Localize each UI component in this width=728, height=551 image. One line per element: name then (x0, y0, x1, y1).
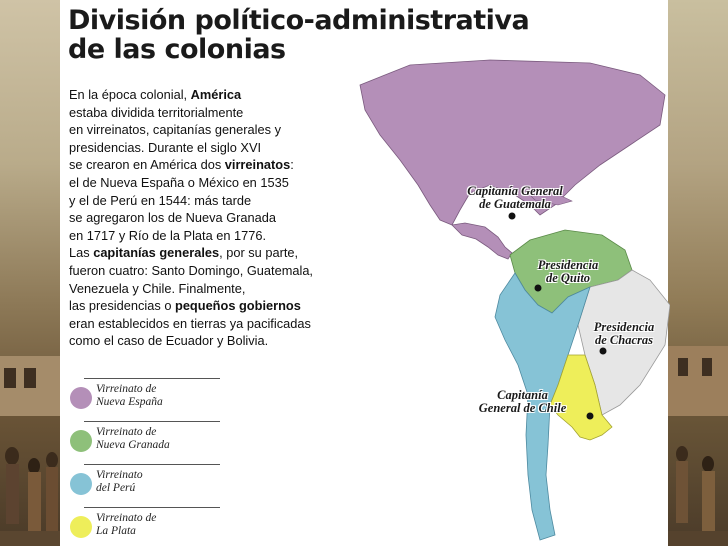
text-line: las presidencias o pequeños gobiernos (69, 298, 301, 314)
label-chacras: Presidencia de Chacras (593, 320, 655, 347)
text-line: fueron cuatro: Santo Domingo, Guatemala, (69, 262, 313, 278)
legend-item-peru (84, 464, 220, 507)
region-central-america (452, 223, 512, 259)
marker-chacras (600, 348, 607, 355)
legend-label: Virreinato de La Plata (96, 512, 157, 537)
label-quito: Presidencia de Quito (537, 258, 599, 285)
legend-swatch (70, 473, 92, 495)
label-guatemala: Capitanía General de Guatemala (467, 184, 563, 211)
text-line: en 1717 y Río de la Plata en 1776. (69, 227, 267, 243)
text-line: como el caso de Ecuador y Bolivia. (69, 333, 269, 349)
text-line: se crearon en América dos virreinatos: (69, 157, 294, 173)
title-line-2: de las colonias (68, 34, 286, 65)
legend-item-nueva-granada (84, 421, 220, 464)
map-svg (340, 55, 670, 546)
text-line: se agregaron los de Nueva Granada (69, 210, 277, 226)
colonial-scene-right (668, 346, 728, 546)
marker-chile (587, 413, 594, 420)
legend-swatch (70, 387, 92, 409)
marker-quito (535, 285, 542, 292)
text-line: el de Nueva España o México en 1535 (69, 174, 289, 190)
text-line: eran establecidos en tierras ya pacificadas (69, 315, 311, 331)
text-line: En la época colonial, América (69, 87, 242, 102)
map-legend (70, 378, 220, 550)
legend-label: Virreinato de Nueva España (96, 383, 163, 408)
slide (60, 0, 668, 546)
text-line: Las capitanías generales, por su parte, (69, 245, 299, 261)
legend-label: Virreinato de Nueva Granada (96, 426, 170, 451)
legend-swatch (70, 516, 92, 538)
legend-item-nueva-espana (84, 378, 220, 421)
text-line: estaba dividida territorialmente (69, 104, 244, 120)
background-painting-left (0, 0, 60, 546)
text-line: y el de Perú en 1544: más tarde (69, 192, 252, 208)
legend-swatch (70, 430, 92, 452)
legend-item-la-plata (84, 507, 220, 550)
label-chile: Capitanía General de Chile (478, 388, 567, 415)
body-text (69, 86, 369, 350)
americas-map (340, 55, 670, 546)
legend-label: Virreinato del Perú (96, 469, 143, 494)
text-line: Venezuela y Chile. Finalmente, (69, 280, 246, 296)
text-line: en virreinatos, capitanías generales y (69, 122, 281, 138)
marker-guatemala (509, 213, 516, 220)
colonial-scene-left (0, 346, 60, 546)
text-line: presidencias. Durante el siglo XVI (69, 139, 262, 155)
title-line-1: División político-administrativa (68, 5, 530, 36)
background-painting-right (668, 0, 728, 546)
